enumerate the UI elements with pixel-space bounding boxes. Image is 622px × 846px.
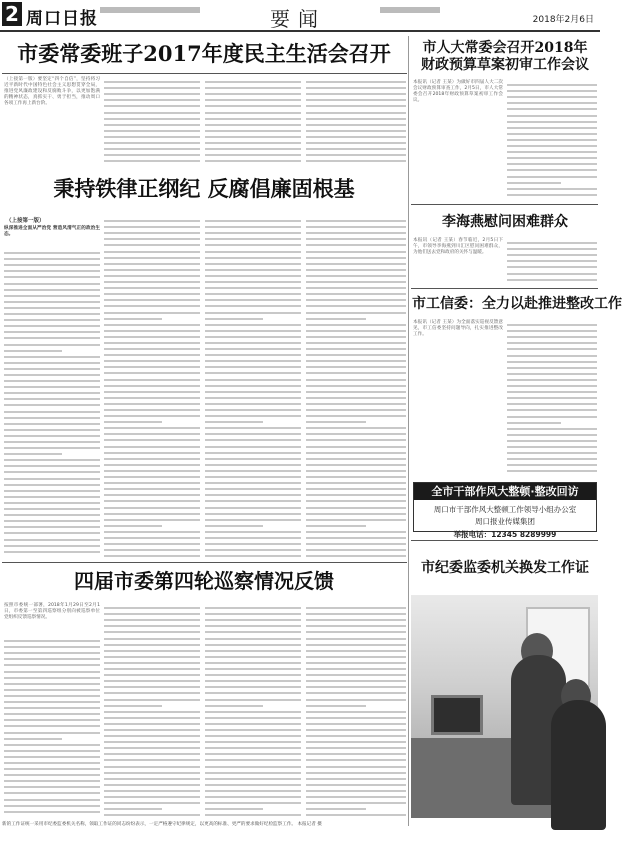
ethics-col-4: [306, 216, 406, 558]
text-line: [104, 551, 200, 557]
photo-person: [551, 700, 606, 830]
header-meta-right: [380, 6, 440, 14]
text-line: [507, 275, 597, 281]
text-line: [205, 810, 301, 816]
header-meta-left: [100, 6, 200, 14]
industry-headline: 市工信委：全力以赴推进整改工作: [412, 296, 622, 312]
visit-article-lead: 本报讯（记者 王某）春节临近，2月5日下午，市领导李海燕到川汇区慰问困难群众，为他们送去党和政府的关怀与温暖。: [413, 238, 503, 256]
industry-article-col-2: [507, 320, 597, 476]
inspection-article-lead: 按照市委统一部署，2018年1月29日至2月1日，市委第一至第四巡察组分别向被巡察单位党组织反馈巡察情况。: [4, 603, 100, 621]
photo-caption: 新的工作证统一采用市纪委监委机关名称，领取工作证的同志纷纷表示，一定严格遵守纪律规定，以更高的标准、更严的要求做好纪检监察工作。 本报记者 摄: [2, 822, 322, 827]
text-line: [4, 547, 100, 553]
npc-headline-line2: 财政预算草案初审工作会议: [421, 57, 589, 73]
text-line: [4, 807, 100, 813]
divider: [2, 562, 407, 563]
npc-article-col-2: [507, 80, 597, 198]
text-line: [205, 156, 301, 162]
inspection-col-4: [306, 603, 406, 818]
issue-date: 2018年2月6日: [532, 15, 594, 25]
ethics-subhead: （上接第一版）: [6, 218, 45, 224]
inspection-col-1: [4, 636, 100, 818]
hotline-phone-label: 举报电话：: [453, 530, 492, 539]
text-line: [306, 810, 406, 816]
section-title: 要闻: [270, 7, 326, 31]
main-article-col-3: [205, 77, 301, 167]
text-line: [306, 156, 406, 162]
divider: [411, 204, 598, 205]
hotline-phone: 12345 8289999: [491, 530, 557, 539]
main-article-lead: （上接第一版）要坚定“四个自信”，坚持将习近平新时代中国特色社会主义思想贯穿全局，推进党风廉政建设和反腐败斗争，以更加饱满的精神状态，真抓实干、勇于担当，推动周口各项工作再上新台阶。: [4, 77, 100, 107]
ethics-col-1: [4, 248, 100, 558]
text-line: [507, 190, 597, 196]
news-photo: [411, 595, 598, 818]
page-number: 2: [2, 2, 22, 26]
hotline-phone-row: [414, 529, 596, 540]
visit-headline: 李海燕慰问困难群众: [442, 214, 568, 230]
text-line: [104, 156, 200, 162]
column-divider: [408, 36, 409, 826]
ethics-article-lead: 纵深推进全面从严治党 营造风清气正的政治生态。: [4, 226, 100, 238]
main-headline: 市委常委班子2017年度民主生活会召开: [17, 41, 391, 66]
divider: [411, 288, 598, 289]
npc-headline-line1: 市人大常委会召开2018年: [422, 40, 588, 56]
inspection-headline: 四届市委第四轮巡察情况反馈: [74, 569, 334, 593]
npc-article-lead: 本报讯（记者 王某）为做好市四届人大二次会议财政预算审查工作，2月5日，市人大常委会召开2018年财政预算草案初审工作会议。: [413, 80, 503, 104]
ethics-col-3: [205, 216, 301, 558]
inspection-col-3: [205, 603, 301, 818]
photo-monitor: [431, 695, 483, 735]
paper-name: 周口日报: [26, 9, 98, 29]
discipline-headline: 市纪委监委机关换发工作证: [421, 560, 589, 576]
industry-article-lead: 本报讯（记者 王某）为全面落实巡视反馈意见，市工信委坚持问题导向，扎实推进整改工作。: [413, 320, 503, 338]
text-line: [205, 551, 301, 557]
text-line: [104, 810, 200, 816]
page-header: [0, 0, 600, 32]
npc-headline: [412, 40, 598, 76]
text-line: [306, 551, 406, 557]
text-line: [507, 466, 597, 472]
hotline-group: 周口报业传媒集团: [475, 517, 535, 526]
hotline-box: [413, 482, 597, 539]
inspection-col-2: [104, 603, 200, 818]
divider: [2, 73, 407, 74]
ethics-headline: 秉持铁律正纲纪 反腐倡廉固根基: [53, 176, 355, 201]
visit-article-col-2: [507, 238, 597, 282]
ethics-col-2: [104, 216, 200, 558]
divider: [411, 540, 598, 541]
main-article-col-2: [104, 77, 200, 167]
hotline-organizer: 周口市干部作风大整顿工作领导小组办公室: [433, 505, 577, 514]
main-article-col-4: [306, 77, 406, 167]
hotline-title: 全市干部作风大整顿·整改回访: [414, 483, 596, 500]
